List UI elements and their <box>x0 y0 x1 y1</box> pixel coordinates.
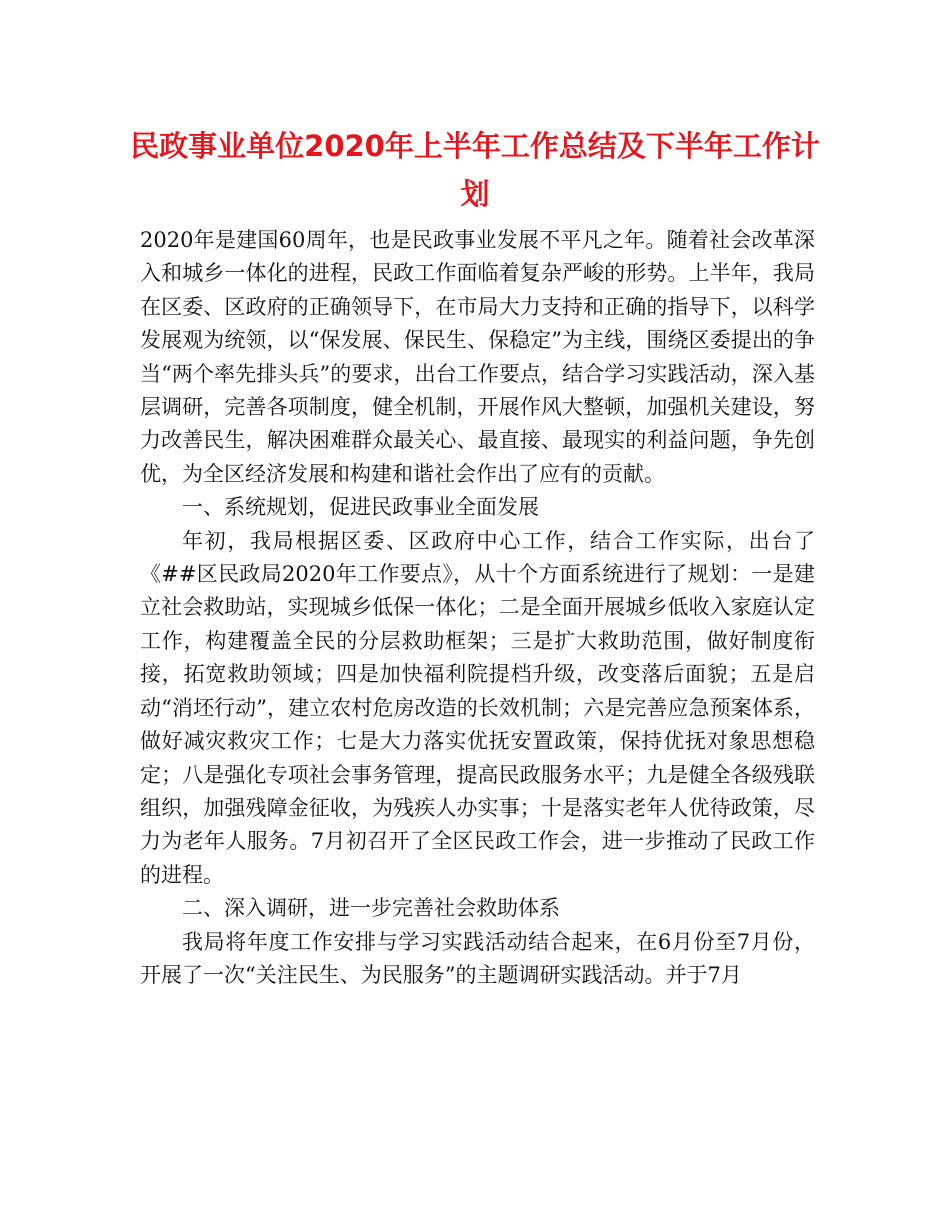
paragraph-section-1: 年初，我局根据区委、区政府中心工作，结合工作实际，出台了《##区民政局2020年工作要点》，从十个方面系统进行了规划：一是建立社会救助站，实现城乡低保一体化；二是全面开展城乡低收入家庭认定工作，构建覆盖全民的分层救助框架；三是扩大救助范围，做好制度衔接，拓宽救助领域；四是加快福利院提档升级，改变落后面貌；五是启动“消坯行动”，建立农村危房改造的长效机制；六是完善应急预案体系，做好减灾救灾工作；七是大力落实优抚安置政策，保持优抚对象思想稳定；八是强化专项社会事务管理，提高民政服务水平；九是健全各级残联组织，加强残障金征收，为残疾人办实事；十是落实老年人优待政策，尽力为老年人服务。7月初召开了全区民政工作会，进一步推动了民政工作的进程。 <box>140 528 815 887</box>
paragraph-intro: 2020年是建国60周年，也是民政事业发展不平凡之年。随着社会改革深入和城乡一体化的进程，民政工作面临着复杂严峻的形势。上半年，我局在区委、区政府的正确领导下，在市局大力支持和正确的指导下，以科学发展观为统领，以“保发展、保民生、保稳定”为主线，围绕区委提出的争当“两个率先排头兵”的要求，出台工作要点，结合学习实践活动，深入基层调研，完善各项制度，健全机制，开展作风大整顿，加强机关建设，努力改善民生，解决困难群众最关心、最直接、最现实的利益问题，争先创优，为全区经济发展和构建和谐社会作出了应有的贡献。 <box>140 228 815 486</box>
document-body <box>140 224 815 992</box>
section-heading-1: 一、系统规划，促进民政事业全面发展 <box>182 495 539 520</box>
paragraph-section-2: 我局将年度工作安排与学习实践活动结合起来，在6月份至7月份，开展了一次“关注民生、为民服务”的主题调研实践活动。并于7月 <box>140 929 815 987</box>
section-heading-2: 二、深入调研，进一步完善社会救助体系 <box>182 896 560 921</box>
document-title: 民政事业单位2020年上半年工作总结及下半年工作计划 <box>130 129 820 211</box>
